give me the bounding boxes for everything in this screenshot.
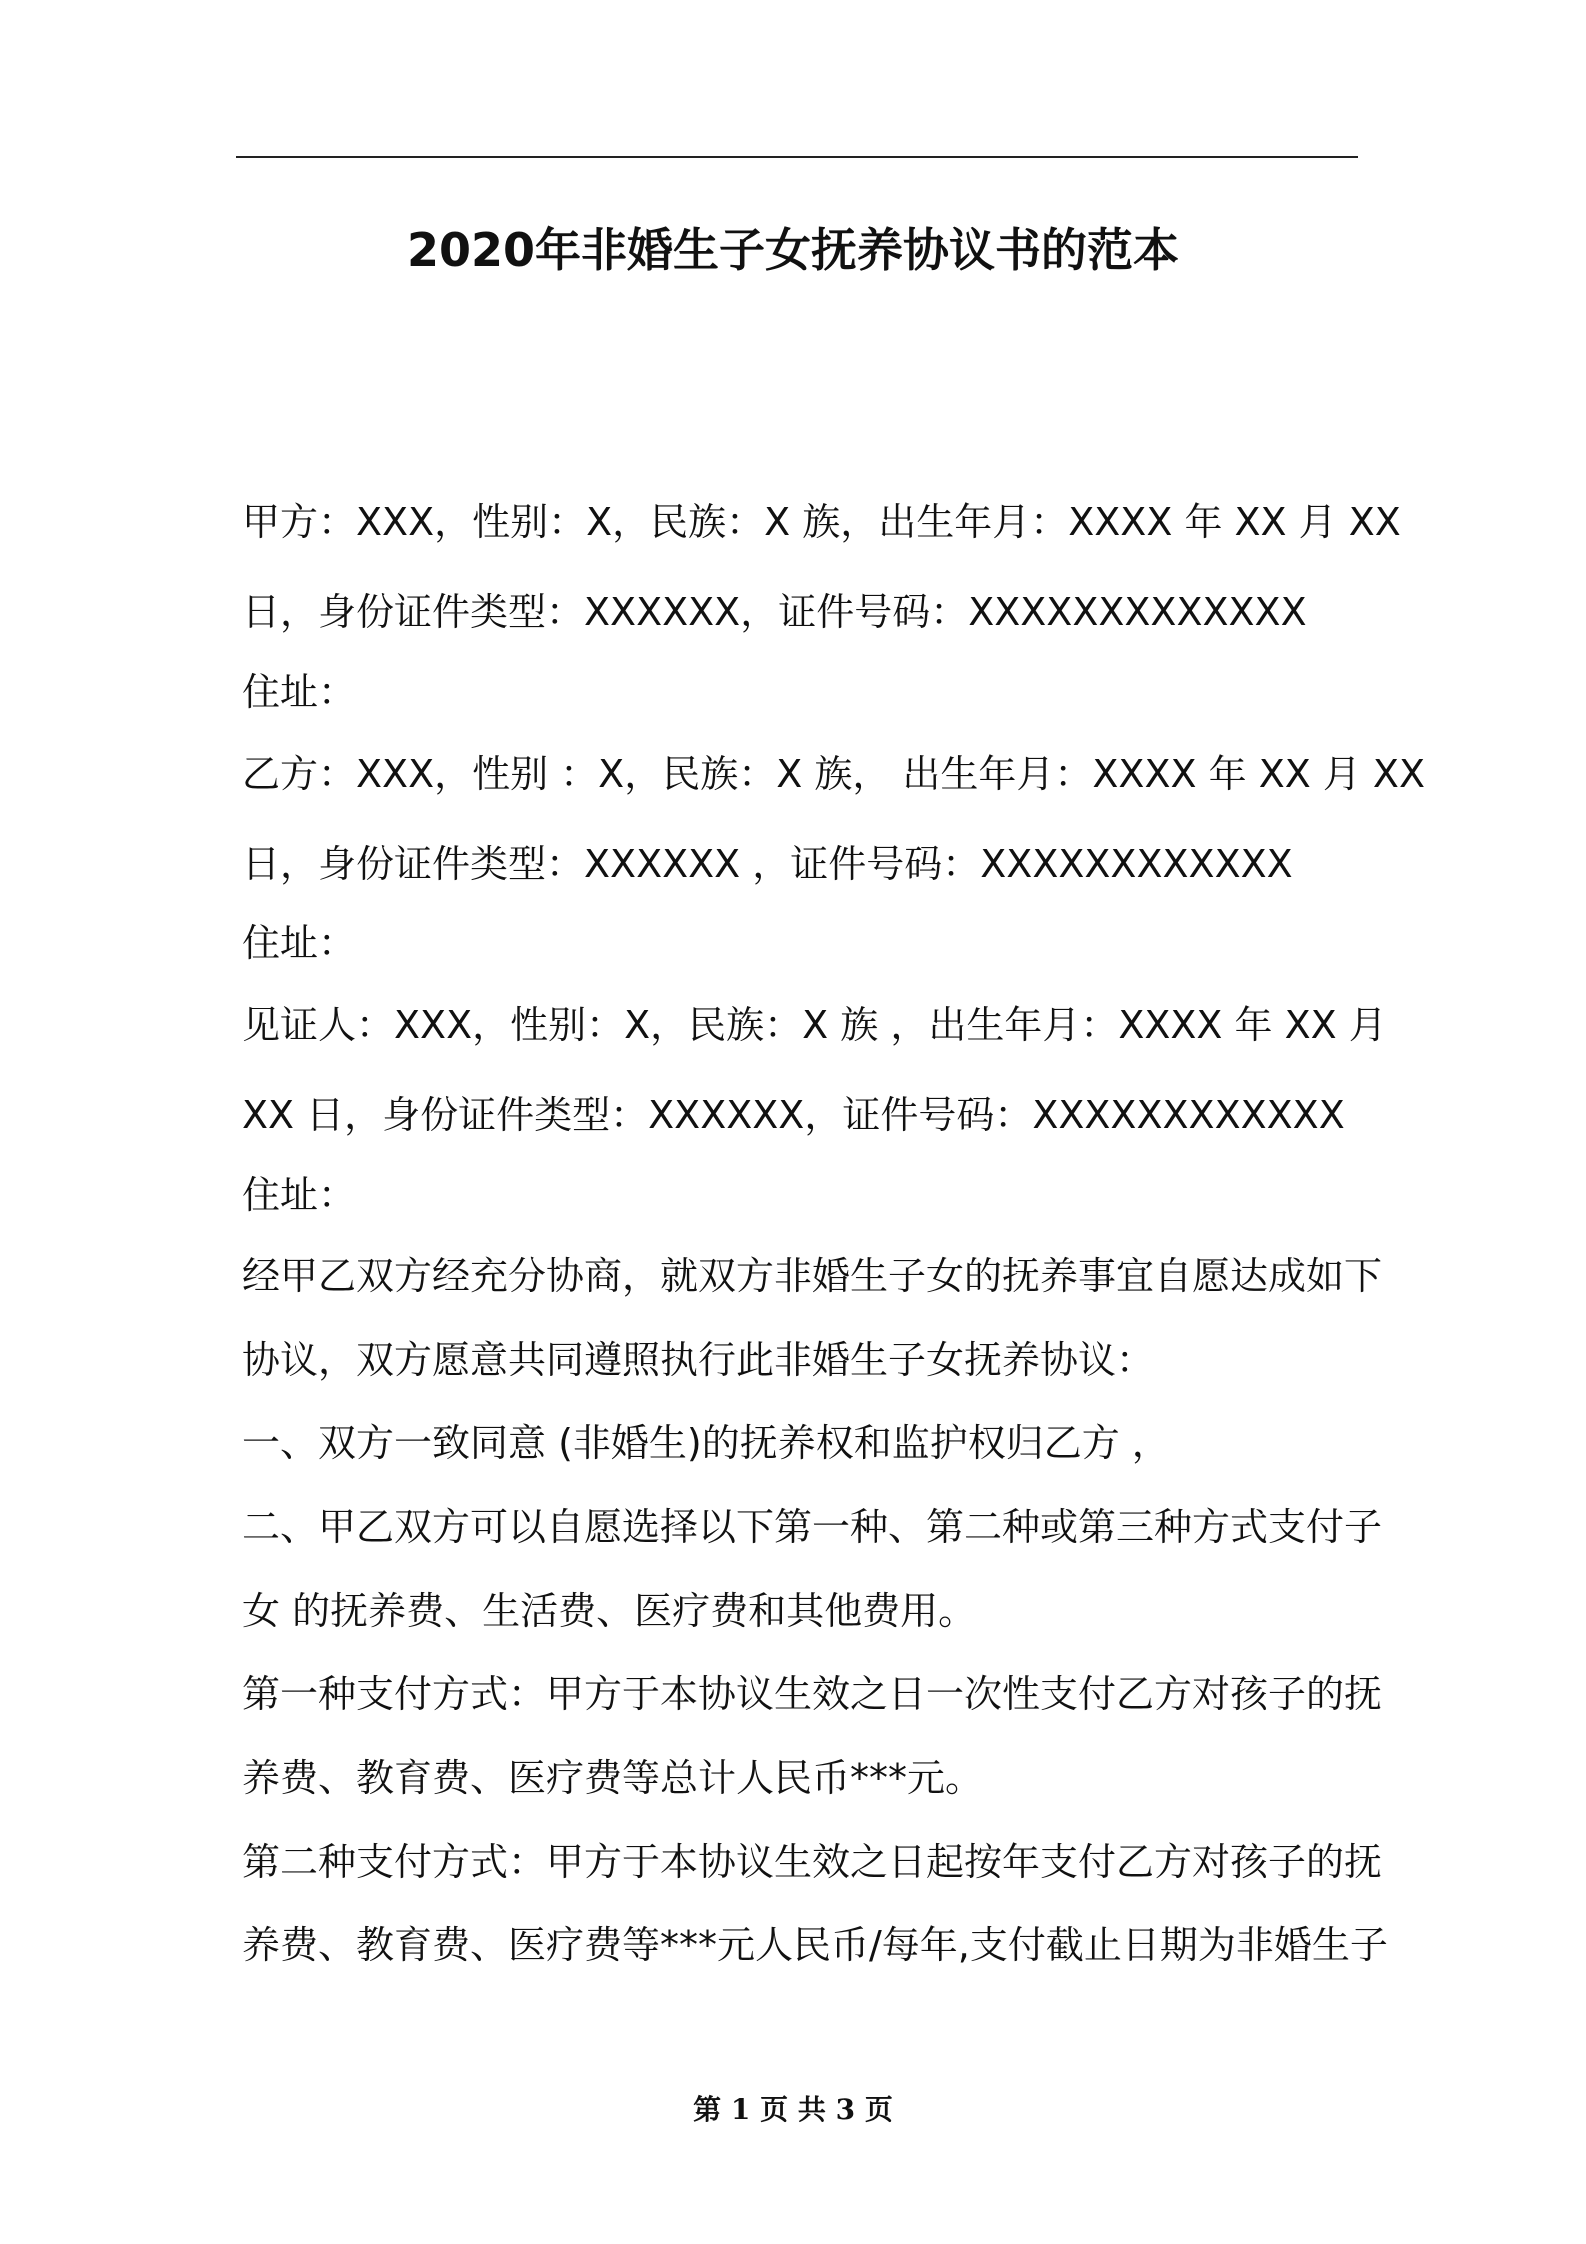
preamble-line-1: 经甲乙双方经充分协商，就双方非婚生子女的抚养事宜自愿达成如下 bbox=[242, 1254, 1383, 1298]
payment-option-1-line-1: 第一种支付方式：甲方于本协议生效之日一次性支付乙方对孩子的抚 bbox=[242, 1672, 1383, 1716]
document-title: 2020年非婚生子女抚养协议书的范本 bbox=[406, 223, 1180, 277]
party-a-address: 住址： bbox=[242, 670, 357, 714]
payment-option-1-line-2: 养费、教育费、医疗费等总计人民币***元。 bbox=[242, 1756, 984, 1800]
witness-line-2: XX 日，身份证件类型：XXXXXX，证件号码：XXXXXXXXXXXX bbox=[242, 1093, 1345, 1137]
party-a-line-2: 日，身份证件类型：XXXXXX，证件号码：XXXXXXXXXXXXX bbox=[242, 590, 1307, 634]
page-footer: 第 1 页 共 3 页 bbox=[693, 2093, 893, 2126]
party-b-line-1: 乙方：XXX，性别 ：X，民族：X 族， 出生年月：XXXX 年 XX 月 XX bbox=[242, 752, 1425, 796]
payment-option-2-line-1: 第二种支付方式：甲方于本协议生效之日起按年支付乙方对孩子的抚 bbox=[242, 1840, 1383, 1884]
party-b-line-2: 日，身份证件类型：XXXXXX ，证件号码：XXXXXXXXXXXX bbox=[242, 842, 1293, 886]
clause-1: 一、双方一致同意 (非婚生)的抚养权和监护权归乙方 ， bbox=[242, 1421, 1170, 1465]
header-rule bbox=[236, 156, 1358, 158]
witness-line-1: 见证人：XXX，性别：X，民族：X 族 ，出生年月：XXXX 年 XX 月 bbox=[242, 1003, 1387, 1047]
preamble-line-2: 协议，双方愿意共同遵照执行此非婚生子女抚养协议： bbox=[242, 1338, 1155, 1382]
clause-2-line-2: 女 的抚养费、生活费、医疗费和其他费用。 bbox=[242, 1589, 977, 1633]
witness-address: 住址： bbox=[242, 1173, 357, 1217]
party-b-address: 住址： bbox=[242, 921, 357, 965]
clause-2-line-1: 二、甲乙双方可以自愿选择以下第一种、第二种或第三种方式支付子 bbox=[242, 1505, 1383, 1549]
payment-option-2-line-2: 养费、教育费、医疗费等***元人民币/每年,支付截止日期为非婚生子 bbox=[242, 1923, 1388, 1967]
party-a-line-1: 甲方：XXX，性别：X，民族：X 族，出生年月：XXXX 年 XX 月 XX bbox=[242, 500, 1401, 544]
